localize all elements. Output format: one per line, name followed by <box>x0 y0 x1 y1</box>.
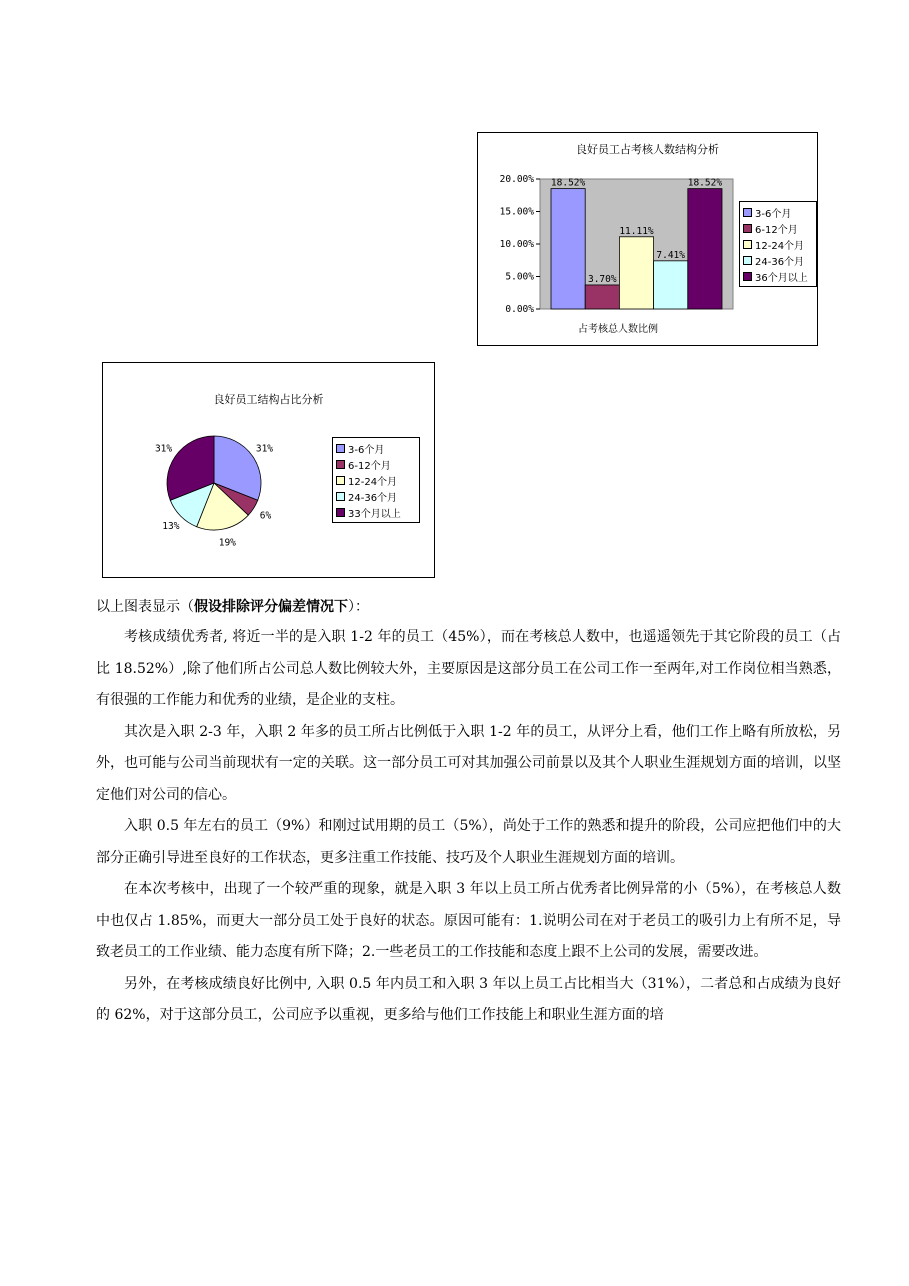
caption-prefix: 以上图表显示（ <box>96 599 194 615</box>
bar-chart-title: 良好员工占考核人数结构分析 <box>576 143 719 156</box>
legend-item <box>336 488 416 504</box>
legend-swatch <box>336 508 345 517</box>
paragraph: 其次是入职 2-3 年，入职 2 年多的员工所占比例低于入职 1-2 年的员工，从评分上看，他们工作上略有所放松，另外，也可能与公司当前现状有一定的关联。这一部分员工可对其加强公司前景以及其个人职业生涯规划方面的培训，以坚定他们对公司的信心。 <box>96 723 841 803</box>
legend-label: 24-36个月 <box>755 256 805 268</box>
legend-item <box>743 204 813 220</box>
y-tick-label: 5.00% <box>505 271 534 283</box>
legend-item <box>336 456 416 472</box>
legend-item <box>336 472 416 488</box>
legend-swatch <box>336 460 345 469</box>
legend-swatch <box>743 224 752 233</box>
y-tick-label: 10.00% <box>499 239 534 250</box>
bar <box>551 189 585 309</box>
bar-chart-legend <box>739 201 817 287</box>
legend-label: 12-24个月 <box>755 240 805 252</box>
pie-chart <box>102 362 435 578</box>
bar-data-label: 11.11% <box>619 225 654 237</box>
legend-label: 6-12个月 <box>755 224 798 236</box>
pie-chart-plot <box>103 363 323 577</box>
bar <box>654 261 688 309</box>
legend-label: 33个月以上 <box>348 508 401 520</box>
legend-label: 24-36个月 <box>348 492 398 504</box>
legend-swatch <box>336 492 345 501</box>
paragraph: 在本次考核中，出现了一个较严重的现象，就是入职 3 年以上员工所占优秀者比例异常的小（5%），在考核总人数中也仅占 1.85%，而更大一部分员工处于良好的状态。原因可能有：1.说明公司在对于老员工的吸引力上有所不足，导致老员工的工作业绩、能力态度有所下降；2.一些老员工的工作技能和态度上跟不上公司的发展，需要改进。 <box>96 881 841 960</box>
legend-label: 12-24个月 <box>348 476 398 488</box>
bar-data-label: 7.41% <box>656 249 686 261</box>
caption-bold: 假设排除评分偏差情况下 <box>194 599 348 615</box>
pie-data-label: 31% <box>154 443 173 455</box>
paragraph: 另外，在考核成绩良好比例中, 入职 0.5 年内员工和入职 3 年以上员工占比相当大（31%），二者总和占成绩为良好的 62%，对于这部分员工，公司应予以重视，更多给与他们工作技能上和职业生涯方面的培 <box>96 975 841 1023</box>
legend-label: 6-12个月 <box>348 460 391 472</box>
legend-swatch <box>743 240 752 249</box>
figure-caption <box>96 592 841 622</box>
legend-label: 3-6个月 <box>348 444 385 456</box>
legend-item <box>336 440 416 456</box>
legend-swatch <box>743 208 752 217</box>
legend-item <box>743 220 813 236</box>
pie-data-label: 19% <box>218 537 236 549</box>
y-tick-label: 20.00% <box>499 174 534 185</box>
legend-swatch <box>336 444 345 453</box>
y-tick-label: 0.00% <box>505 304 534 315</box>
legend-swatch <box>336 476 345 485</box>
bar <box>688 189 722 309</box>
document-body <box>96 592 841 1032</box>
bar-data-label: 3.70% <box>587 273 617 285</box>
legend-item <box>743 252 813 268</box>
legend-swatch <box>743 272 752 281</box>
pie-chart-title: 良好员工结构占比分析 <box>213 393 324 406</box>
paragraph: 入职 0.5 年左右的员工（9%）和刚过试用期的员工（5%），尚处于工作的熟悉和提升的阶段，公司应把他们中的大部分正确引导进至良好的工作状态，更多注重工作技能、技巧及个人职业生涯规划方面的培训。 <box>96 818 841 866</box>
bar-chart <box>477 132 818 346</box>
bar-chart-xlabel: 占考核总人数比例 <box>578 324 658 335</box>
bar-data-label: 18.52% <box>550 177 586 189</box>
legend-swatch <box>743 256 752 265</box>
bar <box>619 237 653 309</box>
bar-chart-plot <box>478 133 738 333</box>
caption-suffix: ）： <box>348 599 369 615</box>
pie-data-label: 13% <box>162 521 180 533</box>
paragraph: 考核成绩优秀者, 将近一半的是入职 1-2 年的员工（45%），而在考核总人数中，也遥遥领先于其它阶段的员工（占比 18.52%）,除了他们所占公司总人数比例较大外，主要原因是这部分员工在公司工作一至两年,对工作岗位相当熟悉，有很强的工作能力和优秀的业绩，是企业的支柱。 <box>96 629 841 708</box>
legend-label: 36个月以上 <box>755 272 808 284</box>
legend-item <box>743 236 813 252</box>
legend-item <box>743 268 813 284</box>
bar-data-label: 18.52% <box>687 177 723 189</box>
bar <box>585 285 619 309</box>
legend-label: 3-6个月 <box>755 208 792 220</box>
pie-data-label: 31% <box>255 443 274 455</box>
pie-data-label: 6% <box>259 510 272 522</box>
legend-item <box>336 504 416 520</box>
pie-chart-legend <box>332 437 420 523</box>
y-tick-label: 15.00% <box>499 206 534 218</box>
